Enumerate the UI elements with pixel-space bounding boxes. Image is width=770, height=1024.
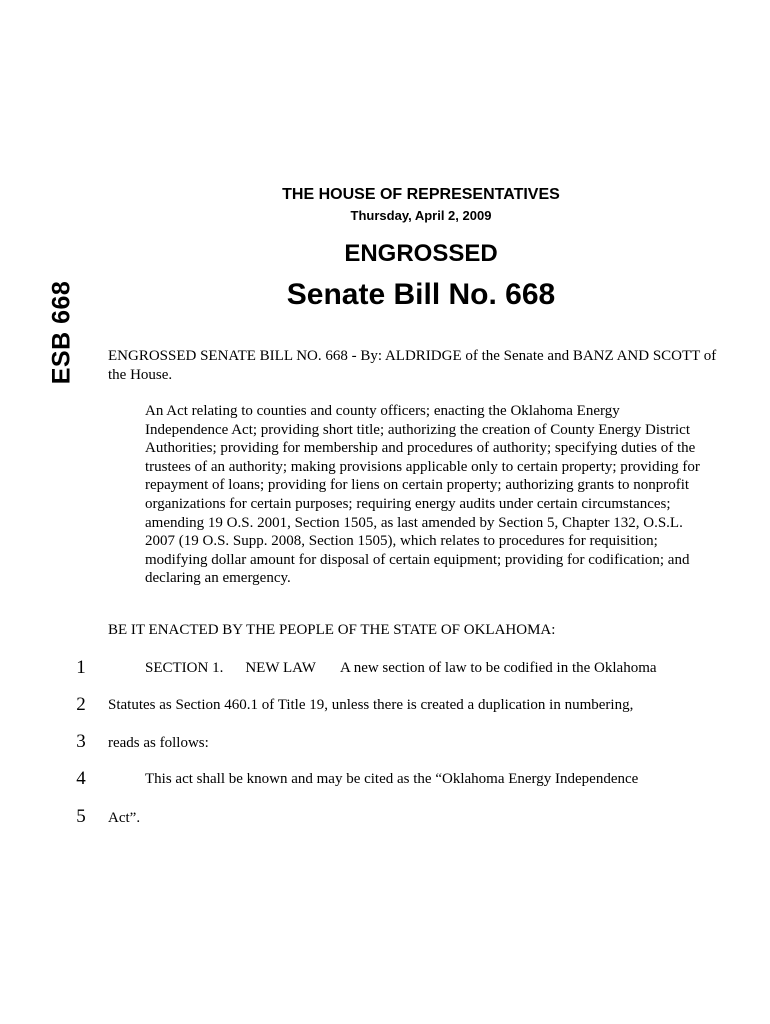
line-number: 5 xyxy=(76,806,86,827)
bill-title: Senate Bill No. 668 xyxy=(286,278,556,311)
bill-line: Act”. xyxy=(108,810,141,826)
engrossed-heading: ENGROSSED xyxy=(344,240,498,267)
bill-intro: ENGROSSED SENATE BILL NO. 668 - By: ALDRIDGE of the Senate and BANZ AND SCOTT of the House. xyxy=(108,348,717,383)
bill-line: Statutes as Section 460.1 of Title 19, unless there is created a duplication in numbering, xyxy=(108,697,634,713)
session-date: Thursday, April 2, 2009 xyxy=(350,208,492,223)
section-type: NEW LAW xyxy=(245,660,316,676)
bill-line: reads as follows: xyxy=(108,735,209,751)
bill-line xyxy=(145,660,770,677)
line-number: 1 xyxy=(76,657,86,678)
document-side-label xyxy=(42,282,82,382)
enacting-clause: BE IT ENACTED BY THE PEOPLE OF THE STATE OF OKLAHOMA: xyxy=(108,622,556,638)
chamber-heading: THE HOUSE OF REPRESENTATIVES xyxy=(282,186,560,203)
side-label-text: ESB 668 xyxy=(47,280,76,384)
act-title-paragraph: An Act relating to counties and county officers; enacting the Oklahoma Energy Independence Act; providing short title; authorizing the creation of County Energy District Authorities; providing for membership and procedures of authority; specifying duties of the trustees of an authority; making provisions applicable only to certain property; providing for repayment of loans; providing for liens on certain property; authorizing grants to nonprofit organizations for certain purposes; requiring energy audits under certain circumstances; amending 19 O.S. 2001, Section 1505, as last amended by Section 5, Chapter 132, O.S.L. 2007 (19 O.S. Supp. 2008, Section 1505), which relates to procedures for requisition; modifying dollar amount for disposal of certain equipment; providing for codification; and declaring an emergency. xyxy=(145,403,700,587)
line-number: 4 xyxy=(76,768,86,789)
line-number: 2 xyxy=(76,694,86,715)
line-number: 3 xyxy=(76,731,86,752)
section-number: SECTION 1. xyxy=(145,660,224,676)
section-text: A new section of law to be codified in the Oklahoma xyxy=(339,660,657,676)
bill-line: This act shall be known and may be cited as the “Oklahoma Energy Independence xyxy=(145,771,639,787)
